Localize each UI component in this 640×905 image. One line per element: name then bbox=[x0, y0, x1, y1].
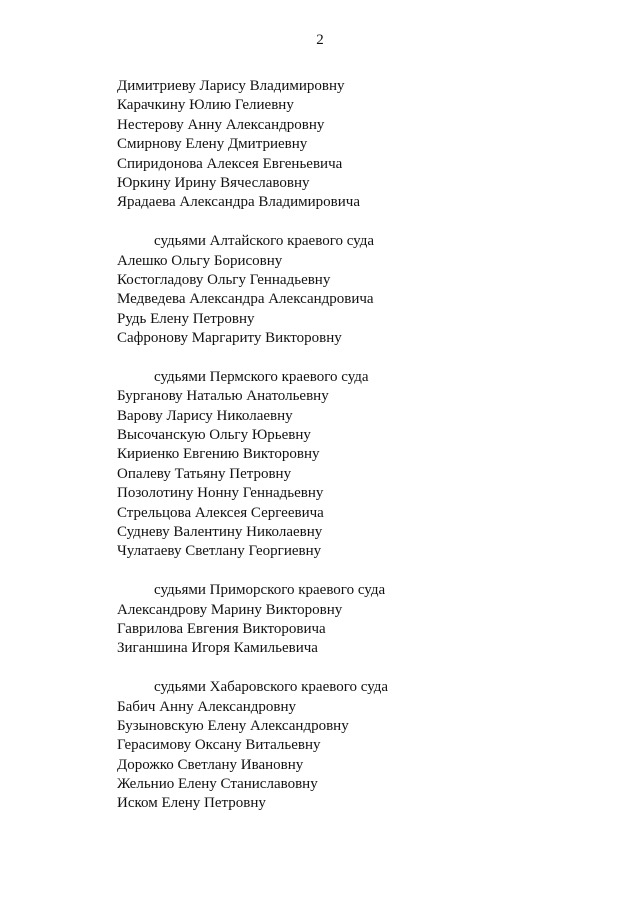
list-item: Герасимову Оксану Витальевну bbox=[117, 737, 321, 754]
list-item: Кириенко Евгению Викторовну bbox=[117, 446, 320, 463]
list-item: Ярадаева Александра Владимировича bbox=[117, 194, 360, 211]
section-khabarovsk-court bbox=[117, 678, 617, 814]
list-item: Юркину Ирину Вячеславовну bbox=[117, 174, 310, 191]
section-gap bbox=[117, 562, 617, 581]
list-item: Гаврилова Евгения Викторовича bbox=[117, 620, 326, 637]
list-item: Нестерову Анну Александровну bbox=[117, 116, 325, 133]
section-perm-court bbox=[117, 368, 617, 562]
section-heading: судьями Хабаровского краевого суда bbox=[154, 679, 389, 696]
document-body bbox=[117, 77, 617, 814]
list-item: Смирнову Елену Дмитриевну bbox=[117, 136, 308, 153]
list-item: Высочанскую Ольгу Юрьевну bbox=[117, 427, 311, 444]
list-item: Судневу Валентину Николаевну bbox=[117, 523, 323, 540]
list-item: Жельнио Елену Станиславовну bbox=[117, 776, 318, 793]
list-item: Зиганшина Игоря Камильевича bbox=[117, 640, 318, 657]
list-item: Варову Ларису Николаевну bbox=[117, 407, 293, 424]
section-heading: судьями Пермского краевого суда bbox=[154, 368, 369, 385]
list-item: Алешко Ольгу Борисовну bbox=[117, 252, 283, 269]
page-number: 2 bbox=[316, 32, 324, 48]
list-item: Костогладову Ольгу Геннадьевну bbox=[117, 271, 331, 288]
list-item: Позолотину Нонну Геннадьевну bbox=[117, 485, 324, 502]
list-item: Бузыновскую Елену Александровну bbox=[117, 717, 349, 734]
section-primorsky-court bbox=[117, 581, 617, 659]
list-item: Рудь Елену Петровну bbox=[117, 310, 255, 327]
list-item: Александрову Марину Викторовну bbox=[117, 601, 343, 618]
list-item: Сафронову Маргариту Викторовну bbox=[117, 330, 342, 347]
initial-names-list bbox=[117, 77, 617, 213]
section-gap bbox=[117, 659, 617, 678]
list-item: Стрельцова Алексея Сергеевича bbox=[117, 504, 324, 521]
list-item: Спиридонова Алексея Евгеньевича bbox=[117, 155, 343, 172]
list-item: Бурганову Наталью Анатольевну bbox=[117, 388, 329, 405]
list-item: Опалеву Татьяну Петровну bbox=[117, 465, 292, 482]
list-item: Димитриеву Ларису Владимировну bbox=[117, 78, 345, 94]
list-item: Чулатаеву Светлану Георгиевну bbox=[117, 543, 322, 560]
list-item: Иском Елену Петровну bbox=[117, 795, 266, 812]
section-gap bbox=[117, 348, 617, 367]
section-heading: судьями Алтайского краевого суда bbox=[154, 233, 375, 250]
section-heading: судьями Приморского краевого суда bbox=[154, 582, 386, 599]
list-item: Бабич Анну Александровну bbox=[117, 698, 297, 715]
list-item: Карачкину Юлию Гелиевну bbox=[117, 97, 294, 114]
list-item: Медведева Александра Александровича bbox=[117, 291, 374, 308]
section-altai-court bbox=[117, 232, 617, 348]
list-item: Дорожко Светлану Ивановну bbox=[117, 756, 304, 773]
section-gap bbox=[117, 213, 617, 232]
